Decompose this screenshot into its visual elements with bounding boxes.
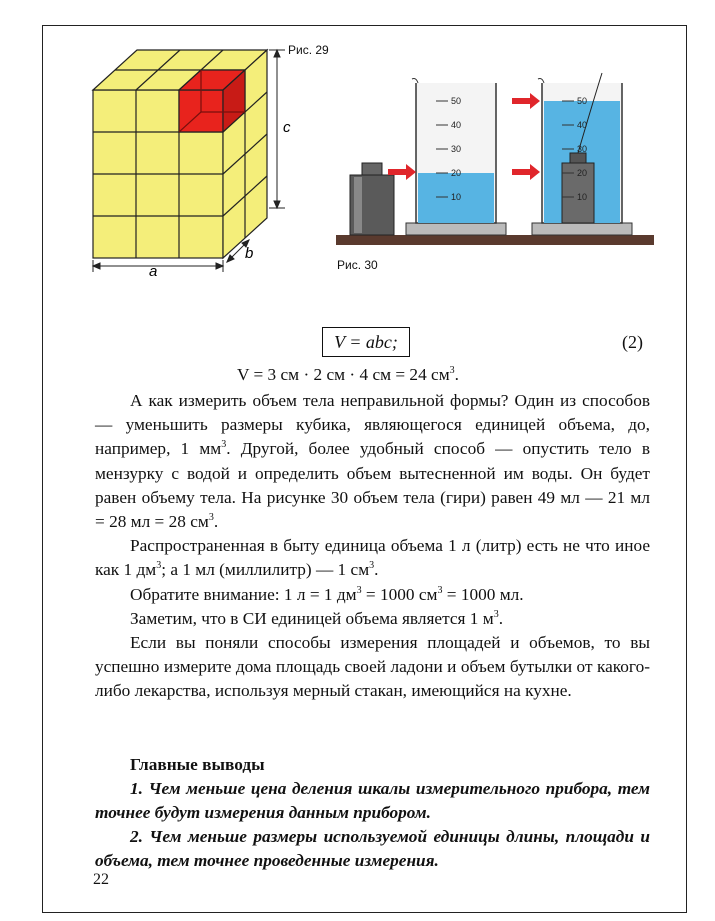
scale-right-10: 10	[577, 192, 588, 202]
conclusion-1: 1. Чем меньше цена деления шкалы измерительного прибора, тем точнее будут измерения данным прибором.	[95, 779, 650, 822]
scale-right-50: 50	[577, 96, 588, 106]
formula-text: V = abc;	[334, 331, 398, 352]
paragraph-3: Обратите внимание: 1 л = 1 $дм^3 = 1000$ $см^3 = 1000$ мл.	[130, 584, 524, 604]
conclusion-2: 2. Чем меньше размеры используемой единицы длины, площади и объема, тем точнее проведенные измерения.	[95, 827, 650, 870]
figure-30-caption: Рис. 30	[337, 258, 378, 272]
figure-30-cylinders	[336, 65, 656, 255]
arrow-right-top	[512, 93, 540, 109]
scale-right-20: 20	[577, 168, 588, 178]
volume-equation	[237, 365, 459, 385]
page-number: 22	[93, 871, 109, 888]
scale-left-40: 40	[451, 120, 462, 130]
formula-box	[322, 327, 410, 357]
cylinder-right	[532, 73, 632, 235]
body-text	[95, 389, 650, 704]
conclusions-heading: Главные выводы	[130, 755, 265, 774]
weight-left	[350, 163, 394, 235]
cube-label-a: a	[149, 263, 158, 280]
scale-right-40: 40	[577, 120, 588, 130]
arrow-right-low	[512, 164, 540, 180]
equation-text: V = 3 см · 2 см · 4 см = 24 см	[237, 365, 450, 384]
figure-29-cube	[85, 40, 305, 280]
equation-end: .	[454, 365, 459, 384]
scale-left-30: 30	[451, 144, 462, 154]
scale-left-20: 20	[451, 168, 462, 178]
cube-label-b: b	[245, 245, 254, 262]
cube-label-c: c	[283, 119, 291, 136]
paragraph-4: Заметим, что в СИ единицей объема является 1 $м^3$.	[130, 608, 504, 628]
scale-left-50: 50	[451, 96, 462, 106]
paragraph-5: Если вы поняли способы измерения площадей и объемов, то вы успешно измерите дома площадь своей ладони и объем бутылки от какого-либо лекарства, используя мерный стакан, имеющийся на кухне.	[95, 633, 650, 701]
cylinder-left	[406, 79, 506, 236]
scale-left-10: 10	[451, 192, 462, 202]
equation-exp: 3	[449, 365, 455, 377]
paragraph-2: Распространенная в быту единица объема 1 л (литр) есть не что иное как 1 $дм^3$; а 1 мл (миллилитр) — 1 $см^3$.	[95, 536, 650, 580]
scale-right-30: 30	[577, 144, 588, 154]
figure-29-caption: Рис. 29	[288, 43, 329, 57]
formula-number: (2)	[622, 332, 643, 352]
paragraph-1: А как измерить объем тела неправильной формы? Один из способов — уменьшить размеры кубика, являющегося единицей объема, до, например, 1 $мм^3$. Другой, более удобный способ — опустить тело в мензурку с водой и определить объем вытесненной им воды. Он будет равен объему тела. На рисунке 30 объем тела (гири) равен 49 мл — 21 мл = 28 мл = 28 $см^3$.	[95, 391, 650, 532]
conclusions	[95, 753, 650, 873]
